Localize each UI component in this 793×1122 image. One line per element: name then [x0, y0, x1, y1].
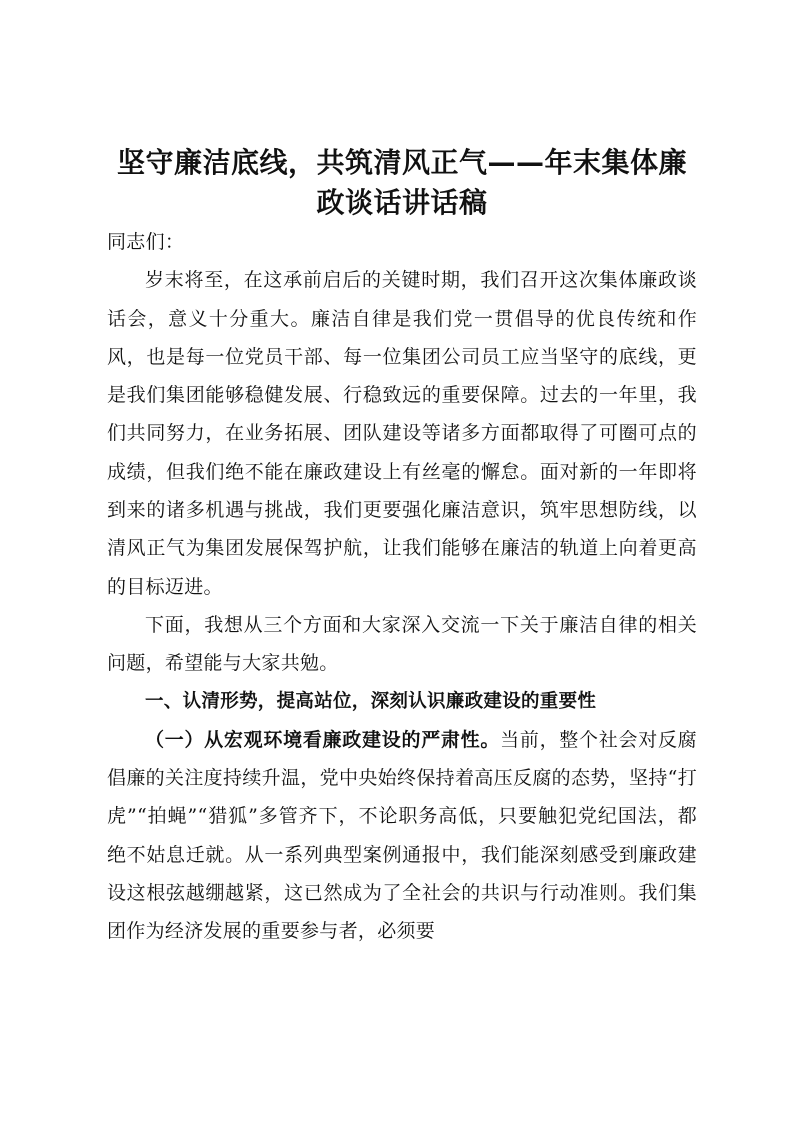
salutation: 同志们：: [107, 231, 185, 253]
subsection-text-1: 当前，整个社会对反腐倡廉的关注度持续升温，党中央始终保持着高压反腐的态势，坚持“打虎”“拍蝇”“猎狐”多管齐下，不论职务高低，只要触犯党纪国法，都绝不姑息迁就。从一系列典型案例通报中，我们能深刻感受到廉政建设这根弦越绷越紧，这已然成为了全社会的共识与行动准则。我们集团作为经济发展的重要参与者，必须要: [107, 728, 697, 943]
paragraph-overview: 下面，我想从三个方面和大家深入交流一下关于廉洁自律的相关问题，希望能与大家共勉。: [107, 613, 697, 675]
section-heading-1: 一、认清形势，提高站位，深刻认识廉政建设的重要性: [145, 690, 597, 712]
subsection-heading-1: （一）从宏观环境看廉政建设的严肃性。: [145, 728, 501, 751]
paragraph-intro: 岁末将至，在这承前启后的关键时期，我们召开这次集体廉政谈话会，意义十分重大。廉洁自律是我们党一贯倡导的优良传统和作风，也是每一位党员干部、每一位集团公司员工应当坚守的底线，更是我们集团能够稳健发展、行稳致远的重要保障。过去的一年里，我们共同努力，在业务拓展、团队建设等诸多方面都取得了可圈可点的成绩，但我们绝不能在廉政建设上有丝毫的懈怠。面对新的一年即将到来的诸多机遇与挑战，我们更要强化廉洁意识，筑牢思想防线，以清风正气为集团发展保驾护航，让我们能够在廉洁的轨道上向着更高的目标迈进。: [107, 269, 697, 598]
document-body: [107, 223, 697, 951]
document-title: 坚守廉洁底线，共筑清风正气——年末集体廉政谈话讲话稿: [116, 146, 687, 219]
subsection-paragraph-1: [107, 721, 697, 951]
